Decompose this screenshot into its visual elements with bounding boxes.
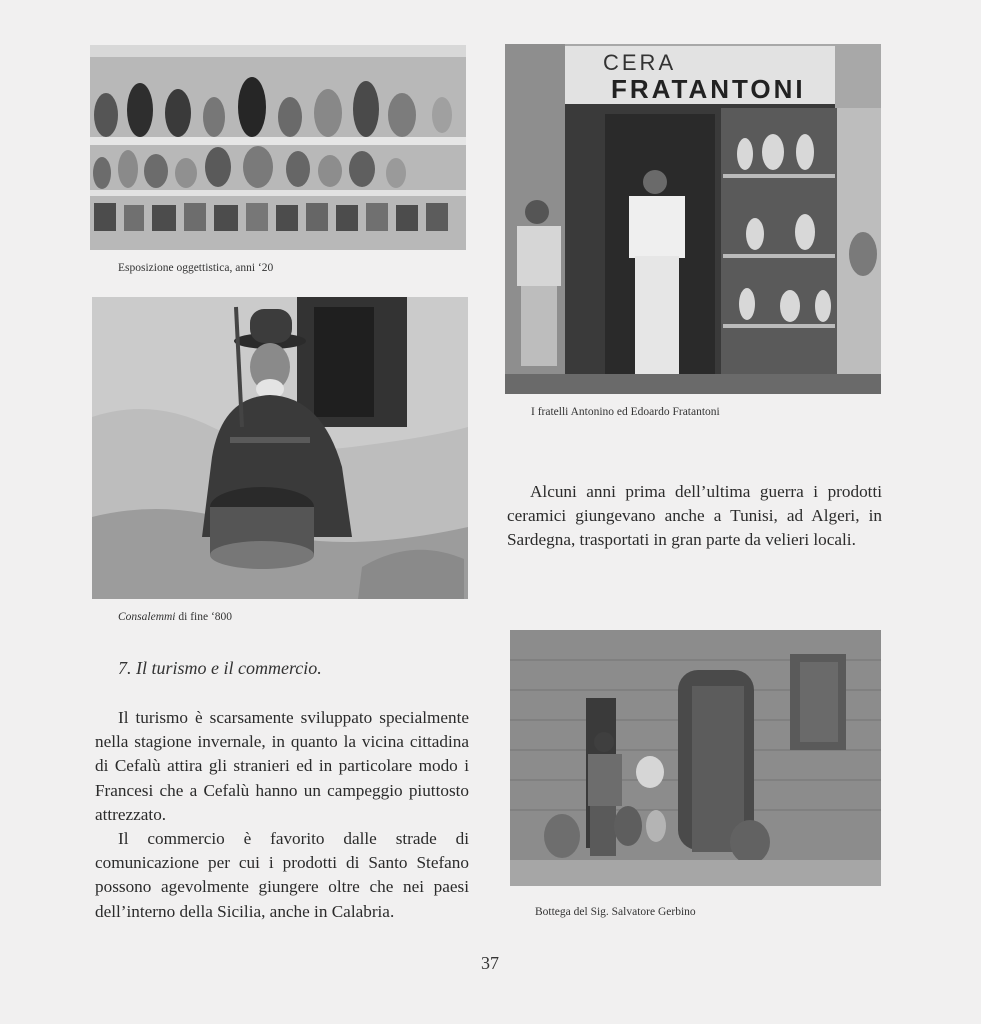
caption-consalemmi-italic: Consalemmi [118,611,176,623]
paragraph-commerce: Il commercio è favorito dalle strade di comunicazione per cui i prodotti di Santo Stefano possono agevolmente giungere oltre che nei paesi dell’interno della Sicilia, anche in Calabria. [95,829,469,921]
ceramics-display-illustration [90,45,466,250]
paragraph-tourism-commerce [95,706,469,924]
caption-fratantoni-brothers: I fratelli Antonino ed Edoardo Fratantoni [531,406,720,418]
fratantoni-shop-illustration [505,44,881,394]
caption-bottega-gerbino: Bottega del Sig. Salvatore Gerbino [535,906,696,918]
photo-consalemmi-craftsman [92,297,468,599]
bottega-illustration [510,630,881,886]
paragraph-tourism: Il turismo è scarsamente sviluppato specialmente nella stagione invernale, in quanto la vicina cittadina di Cefalù attira gli stranieri ed in particolare modo i Francesi che a Cefalù hanno un campeggio piuttosto attrezzato. [95,708,469,824]
caption-consalemmi [118,611,232,623]
caption-consalemmi-rest: di fine ‘800 [175,611,233,623]
page-number: 37 [481,953,499,973]
paragraph-commerce-history-text: Alcuni anni prima dell’ultima guerra i prodotti ceramici giungevano anche a Tunisi, ad Algeri, in Sardegna, trasportati in gran parte da velieri locali. [507,482,882,550]
caption-ceramics-display: Esposizione oggettistica, anni ‘20 [118,262,274,274]
photo-bottega-gerbino [510,630,881,886]
paragraph-commerce-history [507,480,882,553]
consalemmi-illustration [92,297,468,599]
photo-ceramics-display [90,45,466,250]
section-heading: 7. Il turismo e il commercio. [118,658,322,678]
shop-sign-main-text: FRATANTONI [611,74,806,104]
photo-fratantoni-brothers [505,44,881,394]
shop-sign-top-text: CERA [603,50,677,75]
